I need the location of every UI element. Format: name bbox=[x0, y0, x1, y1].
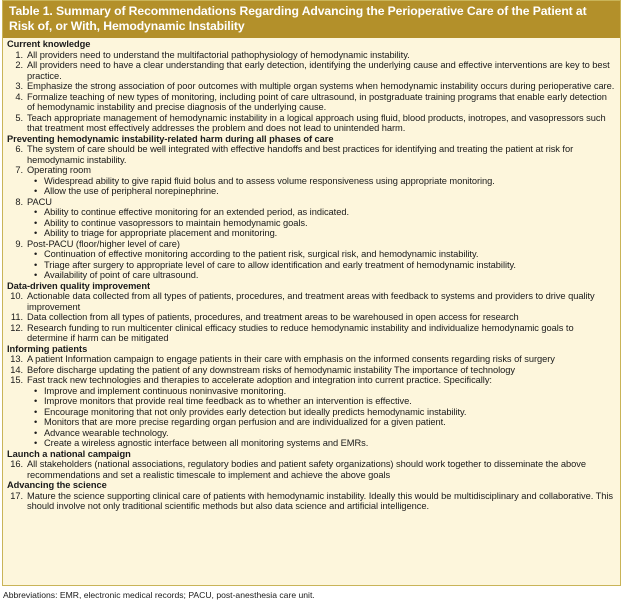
section-heading: Data-driven quality improvement bbox=[7, 280, 151, 291]
item-text: The system of care should be well integrated with effective handoffs and best practices for identifying and treating the patient at risk for hemodynamic instability. bbox=[27, 144, 574, 165]
sub-item bbox=[34, 428, 616, 439]
table-body bbox=[3, 38, 620, 585]
sub-item bbox=[34, 260, 616, 271]
bullet-icon: • bbox=[34, 406, 38, 417]
sub-item bbox=[34, 218, 616, 229]
table-title: Table 1. Summary of Recommendations Regarding Advancing the Perioperative Care of the Patient at Risk of, or With, Hemodynamic Instability bbox=[3, 1, 620, 38]
sub-item-text: Create a wireless agnostic interface between all monitoring systems and EMRs. bbox=[44, 438, 369, 448]
sub-item-text: Allow the use of peripheral norepinephrine. bbox=[44, 186, 219, 196]
item-text: Before discharge updating the patient of any downstream risks of hemodynamic instability The importance of technology bbox=[27, 364, 516, 375]
recommendation-item bbox=[7, 197, 616, 208]
sub-item bbox=[34, 407, 616, 418]
recommendation-item bbox=[7, 81, 616, 92]
recommendation-item bbox=[7, 113, 616, 134]
item-number: 11. bbox=[10, 312, 23, 322]
recommendation-item bbox=[7, 50, 616, 61]
item-text: Research funding to run multicenter clinical efficacy studies to reduce hemodynamic instability and individualize hemodynamic goals to determine if harm can be mitigated bbox=[27, 322, 574, 343]
item-number: 13. bbox=[10, 354, 23, 364]
item-text: All stakeholders (national associations, regulatory bodies and patient safety organizations) should work together to disseminate the above recommendations and set a realistic timescale to implement and achieve the above goals bbox=[27, 459, 586, 480]
item-text: Formalize teaching of new types of monitoring, including point of care ultrasound, in postgraduate training programs that enable early detection of hemodynamic instability and precise diagnosis of the underlying cause. bbox=[27, 91, 607, 112]
item-number: 2. bbox=[15, 60, 23, 70]
item-text: Mature the science supporting clinical care of patients with hemodynamic instability. Ideally this would be multidisciplinary and collaborative. This should involve not only traditional scientific methods but also data science and artificial intelligence. bbox=[27, 490, 613, 511]
sub-item-text: Ability to continue effective monitoring for an extended period, as indicated. bbox=[44, 207, 349, 217]
abbreviations-footnote: Abbreviations: EMR, electronic medical records; PACU, post-anesthesia care unit. bbox=[3, 590, 315, 600]
section-heading: Preventing hemodynamic instability-related harm during all phases of care bbox=[7, 133, 334, 144]
item-text: Fast track new technologies and therapies to accelerate adoption and integration into current practice. Specifically: bbox=[27, 375, 492, 385]
recommendation-item bbox=[7, 239, 616, 250]
item-number: 7. bbox=[15, 165, 23, 175]
sub-item bbox=[34, 396, 616, 407]
recommendation-item bbox=[7, 375, 616, 386]
item-number: 6. bbox=[15, 144, 23, 154]
sub-item-list bbox=[34, 176, 616, 197]
item-number: 17. bbox=[10, 490, 23, 501]
sub-item-text: Ability to triage for appropriate placement and monitoring. bbox=[44, 228, 278, 238]
sub-item bbox=[34, 249, 616, 260]
item-text: Operating room bbox=[27, 165, 91, 175]
item-number: 10. bbox=[10, 291, 23, 301]
section-heading: Current knowledge bbox=[7, 39, 91, 49]
bullet-icon: • bbox=[34, 175, 38, 186]
sub-item-text: Widespread ability to give rapid fluid bolus and to assess volume responsiveness using appropriate monitoring. bbox=[44, 175, 495, 186]
sub-item bbox=[34, 176, 616, 187]
recommendation-item bbox=[7, 291, 616, 312]
sub-item bbox=[34, 270, 616, 281]
sub-item-text: Triage after surgery to appropriate level of care to allow identification and early treatment of hemodynamic instability. bbox=[44, 259, 516, 270]
item-text: Data collection from all types of patients, procedures, and treatment areas to be warehoused in open access for research bbox=[27, 312, 519, 322]
item-number: 8. bbox=[15, 196, 23, 207]
item-number: 3. bbox=[15, 81, 23, 91]
item-text: Actionable data collected from all types of patients, procedures, and treatment areas with feedback to systems and providers to drive quality improvement bbox=[27, 291, 595, 312]
item-text: All providers need to have a clear understanding that early detection, identifying the underlying cause and effective interventions are key to best practice. bbox=[27, 60, 610, 81]
bullet-icon: • bbox=[34, 186, 38, 196]
item-text: Emphasize the strong association of poor outcomes with multiple organ systems when hemodynamic instability occurs during perioperative care. bbox=[27, 81, 615, 91]
sub-item bbox=[34, 228, 616, 239]
recommendation-item bbox=[7, 323, 616, 344]
item-number: 4. bbox=[15, 91, 23, 102]
section-heading: Informing patients bbox=[7, 343, 88, 354]
item-number: 5. bbox=[15, 112, 23, 123]
bullet-icon: • bbox=[34, 396, 38, 406]
item-text: Post-PACU (floor/higher level of care) bbox=[27, 238, 180, 249]
sub-item bbox=[34, 417, 616, 428]
recommendation-item bbox=[7, 312, 616, 323]
bullet-icon: • bbox=[34, 417, 38, 427]
recommendation-item bbox=[7, 459, 616, 480]
sub-item-text: Monitors that are more precise regarding organ perfusion and are individualized for a given patient. bbox=[44, 417, 446, 427]
sub-item-text: Encourage monitoring that not only provides early detection but ideally predicts hemodynamic instability. bbox=[44, 406, 467, 417]
sub-item-text: Advance wearable technology. bbox=[44, 427, 169, 438]
sub-item bbox=[34, 186, 616, 197]
recommendation-item bbox=[7, 144, 616, 165]
bullet-icon: • bbox=[34, 385, 38, 396]
sub-item-list bbox=[34, 386, 616, 449]
bullet-icon: • bbox=[34, 207, 38, 217]
item-number: 14. bbox=[10, 364, 23, 375]
sub-item bbox=[34, 438, 616, 449]
recommendation-item bbox=[7, 354, 616, 365]
bullet-icon: • bbox=[34, 249, 38, 259]
bullet-icon: • bbox=[34, 438, 38, 448]
recommendation-item bbox=[7, 165, 616, 176]
sub-item bbox=[34, 386, 616, 397]
sub-item-list bbox=[34, 249, 616, 281]
item-number: 15. bbox=[10, 375, 23, 385]
section-heading: Launch a national campaign bbox=[7, 448, 131, 459]
bullet-icon: • bbox=[34, 427, 38, 438]
bullet-icon: • bbox=[34, 270, 38, 280]
recommendation-item bbox=[7, 92, 616, 113]
item-number: 12. bbox=[10, 322, 23, 333]
item-number: 1. bbox=[15, 49, 23, 60]
bullet-icon: • bbox=[34, 259, 38, 270]
section-heading: Advancing the science bbox=[7, 480, 107, 490]
recommendation-item bbox=[7, 60, 616, 81]
recommendations-table bbox=[2, 0, 621, 586]
sub-item-list bbox=[34, 207, 616, 239]
item-number: 9. bbox=[15, 238, 23, 249]
recommendation-item bbox=[7, 365, 616, 376]
item-text: PACU bbox=[27, 196, 52, 207]
bullet-icon: • bbox=[34, 217, 38, 228]
item-text: All providers need to understand the multifactorial pathophysiology of hemodynamic instability. bbox=[27, 49, 410, 60]
bullet-icon: • bbox=[34, 228, 38, 238]
item-text: Teach appropriate management of hemodynamic instability in a logical approach using fluid, blood products, inotropes, and vasopressors such that treatment most effectively addresses the problem and does not lead to unintended harm. bbox=[27, 112, 606, 133]
sub-item-text: Ability to continue vasopressors to maintain hemodynamic goals. bbox=[44, 217, 308, 228]
item-text: A patient Information campaign to engage patients in their care with emphasis on the informed consents regarding risks of surgery bbox=[27, 354, 555, 364]
sub-item-text: Continuation of effective monitoring according to the patient risk, surgical risk, and hemodynamic instability. bbox=[44, 249, 479, 259]
sub-item bbox=[34, 207, 616, 218]
sub-item-text: Improve and implement continuous noninvasive monitoring. bbox=[44, 385, 287, 396]
item-number: 16. bbox=[10, 459, 23, 469]
sub-item-text: Availability of point of care ultrasound. bbox=[44, 270, 199, 280]
sub-item-text: Improve monitors that provide real time feedback as to whether an intervention is effective. bbox=[44, 396, 412, 406]
recommendation-item bbox=[7, 491, 616, 512]
